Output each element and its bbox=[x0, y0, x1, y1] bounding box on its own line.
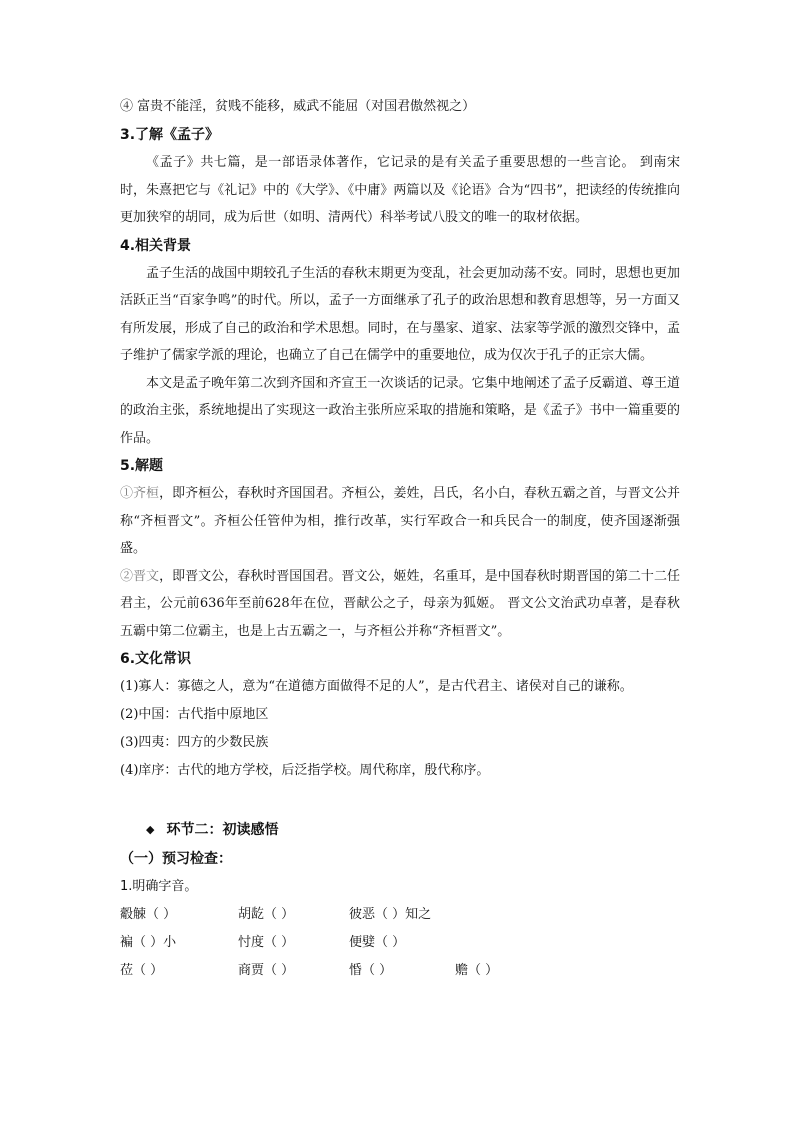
term-text: ，即齐桓公，春秋时齐国国君。齐桓公，姜姓，吕氏，名小白，春秋五霸之首，与晋文公并称“齐桓晋文”。齐桓公任管仲为相，推行改革，实行军政合一和兵民合一的制度，使齐国逐渐强盛。 bbox=[120, 486, 680, 556]
section-title bbox=[146, 815, 680, 845]
vocab-row bbox=[120, 957, 680, 985]
list-item: (4)庠序：古代的地方学校，后泛指学校。周代称庠，殷代称序。 bbox=[120, 763, 490, 778]
list-item: (2)中国：古代指中原地区 bbox=[120, 707, 269, 722]
list-item bbox=[120, 563, 680, 646]
list-item: ④ 富贵不能淫，贫贱不能移，威武不能屈（对国君傲然视之） bbox=[120, 99, 476, 114]
vocab-cell: 彼恶（ ）知之 bbox=[349, 907, 432, 922]
vocab-cell: 赡（ ） bbox=[455, 963, 499, 978]
vocab-row bbox=[120, 929, 680, 957]
term-marker: ②晋文 bbox=[120, 568, 160, 584]
vocab-cell: 忖度（ ） bbox=[238, 935, 295, 950]
list-item: (1)寡人：寡德之人，意为“在道德方面做得不足的人”，是古代君主、诸侯对自己的谦称。 bbox=[120, 679, 633, 694]
vocab-cell: 惛（ ） bbox=[349, 963, 393, 978]
document-content bbox=[120, 93, 680, 985]
section-heading-6: 6.文化常识 bbox=[120, 651, 192, 667]
exercise-item: 1.明确字音。 bbox=[120, 879, 198, 894]
vocab-cell: 胡龁（ ） bbox=[238, 907, 295, 922]
vocab-cell: 褊（ ）小 bbox=[120, 935, 177, 950]
vocab-cell: 莅（ ） bbox=[120, 963, 164, 978]
vocab-cell: 便嬖（ ） bbox=[349, 935, 406, 950]
section-heading-3: 3.了解《孟子》 bbox=[120, 127, 220, 143]
section-heading-4: 4.相关背景 bbox=[120, 237, 192, 254]
vocab-cell: 商贾（ ） bbox=[238, 963, 295, 978]
paragraph: 《孟子》共七篇，是一部语录体著作，它记录的是有关孟子重要思想的一些言论。 到南宋时，朱熹把它与《礼记》中的《大学》、《中庸》两篇以及《论语》合为“四书”，把读经的传统推向更加狭窄的胡同，成为后世（如明、清两代）科举考试八股文的唯一的取材依据。 bbox=[120, 155, 680, 225]
section-title-text: 环节二：初读感悟 bbox=[166, 822, 279, 838]
term-marker: ①齐桓 bbox=[120, 486, 160, 501]
subsection-heading: （一）预习检查： bbox=[120, 851, 232, 867]
vocab-row bbox=[120, 901, 680, 929]
paragraph: 本文是孟子晚年第二次到齐国和齐宣王一次谈话的记录。它集中地阐述了孟子反霸道、尊王道的政治主张，系统地提出了实现这一政治主张所应采取的措施和策略，是《孟子》书中一篇重要的作品。 bbox=[120, 375, 680, 446]
diamond-bullet-icon: ◆ bbox=[146, 823, 155, 836]
list-item: (3)四夷：四方的少数民族 bbox=[120, 735, 269, 750]
term-text: ，即晋文公，春秋时晋国国君。晋文公，姬姓，名重耳，是中国春秋时期晋国的第二十二任君主，公元前636年至前628年在位，晋献公之子，母亲为狐姬。 晋文公文治武功卓著，是春秋五霸中第二位霸主，也是上古五霸之一，与齐桓公并称“齐桓晋文”。 bbox=[120, 568, 680, 639]
vocab-cell: 觳觫（ ） bbox=[120, 907, 177, 922]
section-heading-5: 5.解题 bbox=[120, 458, 164, 474]
paragraph: 孟子生活的战国中期较孔子生活的春秋末期更为变乱，社会更加动荡不安。同时，思想也更加活跃正当“百家争鸣”的时代。所以，孟子一方面继承了孔子的政治思想和教育思想等，另一方面又有所发展，形成了自己的政治和学术思想。同时，在与墨家、道家、法家等学派的激烈交锋中，孟子维护了儒家学派的理论，也确立了自己在儒学中的重要地位，成为仅次于孔子的正宗大儒。 bbox=[120, 265, 680, 363]
list-item bbox=[120, 480, 680, 563]
